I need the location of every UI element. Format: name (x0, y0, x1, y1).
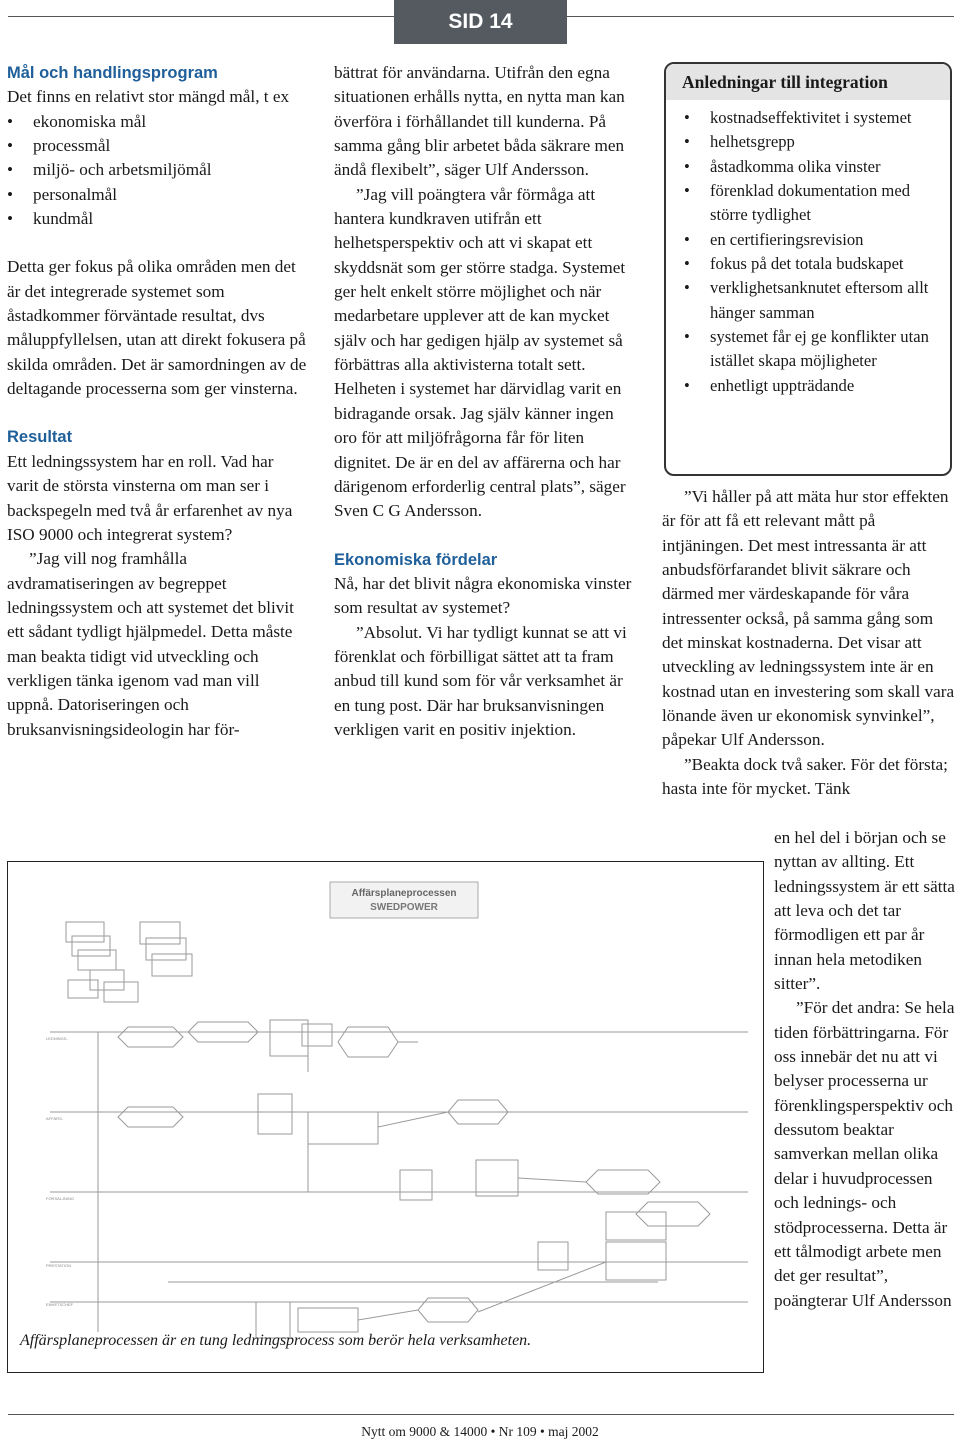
column-3 (662, 485, 955, 801)
paragraph: bättrat för användarna. Utifrån den egna situationen erhålls nytta, en nytta man kan överföra i förhållandet till kunderna. På samma gång blir arbetet båda säkrare men ändå flexibelt”, säger Ulf Andersson. (334, 63, 625, 180)
list-item: • systemet får ej ge konflikter utan istället skapa möjligheter (684, 325, 934, 374)
list-item: • enhetligt uppträdande (684, 374, 934, 398)
list-item: • processmål (7, 134, 309, 158)
process-flowchart-figure (7, 861, 764, 1373)
integration-list (684, 106, 934, 398)
answer-text: ”Jag vill nog framhålla avdramatiseringen av begreppet ledningssystem och att systemet det blivit ett sådant tydligt hjälpmedel. Detta måste man beakta tidigt vid utveckling och verkligen tänka igenom vad man vill uppnå. Datoriseringen och bruksanvisningsideologin har för- (7, 549, 294, 739)
list-item: • kostnadseffektivitet i systemet (684, 106, 934, 130)
heading-resultat: Resultat (7, 428, 73, 447)
page-number-tab: SID 14 (394, 0, 567, 44)
figure-subtitle: SWEDPOWER (370, 902, 438, 913)
paragraph: ”Beakta dock två saker. För det första; hasta inte för mycket. Tänk (662, 754, 948, 799)
list-item: • personalmål (7, 183, 309, 207)
goals-list (7, 110, 309, 232)
answer-text: ”Absolut. Vi har tydligt kunnat se att vi förenklat och förbilligat sättet att ta fram anbud till kund som för vår verksamhet är en tung post. Där har bruksanvisningen verkligen varit en positiv injektion. (334, 622, 627, 739)
column-2 (334, 61, 634, 742)
heading-mal: Mål och handlingsprogram (7, 64, 218, 82)
figure-caption: Affärsplaneprocessen är en tung ledningsprocess som berör hela verksamheten. (20, 1332, 532, 1349)
list-item: • helhetsgrepp (684, 130, 934, 154)
box-title: Anledningar till integration (666, 64, 950, 100)
svg-text:LEDNINGS-: LEDNINGS- (46, 1036, 68, 1041)
paragraph: Detta ger fokus på olika områden men det är det integrerade systemet som åstadkommer förväntade resultat, dvs måluppfyllelsen, utan att direkt fokusera på skilda områden. Det är samordningen av de deltagande processerna som ger vinsterna. (7, 257, 307, 399)
list-item: • fokus på det totala budskapet (684, 252, 934, 276)
column-3-narrow (774, 826, 956, 1313)
paragraph: en hel del i början och se nyttan av allting. Ett ledningssystem är ett sätta att leva och det tar förmodligen ett par år innan hela metodiken sitter”. (774, 828, 955, 994)
list-item: • miljö- och arbetsmiljömål (7, 158, 309, 182)
list-item: • en certifieringsrevision (684, 228, 934, 252)
list-item: • verklighetsanknutet eftersom allt hänger samman (684, 276, 934, 325)
column-1 (7, 61, 309, 742)
paragraph: ”För det andra: Se hela tiden förbättringarna. För oss innebär det nu att vi belyser processerna ur förenklingsperspektiv och dessutom beaktar samverkan mellan olika delar i huvudprocessen och lednings- och stödprocesserna. Detta är ett tålmodigt arbete men det ger resultat”, poängterar Ulf Andersson (774, 998, 955, 1310)
paragraph: ”Jag vill poängtera vår förmåga att hantera kundkraven utifrån ett helhetsperspektiv och att vi skapat ett skyddsnät som ger större stadga. Systemet ger helt enkelt större möjlighet och när medarbetare upplever att de kan mycket själv och har gedigen hjälp av systemet så förbättras alla aktivisterna totalt sett. Helheten i systemet har därvidlag varit en bidragande orsak. Jag själv känner ingen oro för att miljöfrågorna får för liten dignitet. De är en del av affärerna och har därigenom erforderlig central plats”, säger Sven C G Andersson. (334, 184, 626, 521)
figure-title: Affärsplaneprocessen (351, 888, 457, 899)
bottom-rule (8, 1414, 954, 1415)
flowchart-diagram (8, 862, 765, 1374)
svg-text:ENHETSCHEF: ENHETSCHEF (46, 1302, 74, 1307)
intro-text: Det finns en relativt stor mängd mål, t ex (7, 87, 290, 107)
page-footer: Nytt om 9000 & 14000 • Nr 109 • maj 2002 (361, 1424, 599, 1439)
list-item: • kundmål (7, 207, 309, 231)
heading-ekonomiska: Ekonomiska fördelar (334, 550, 498, 569)
question-text: Nå, har det blivit några ekonomiska vinster som resultat av systemet? (334, 573, 632, 618)
integration-box (664, 62, 952, 476)
svg-text:AFFÄRS-: AFFÄRS- (46, 1116, 64, 1121)
list-item: • förenklad dokumentation med större tydlighet (684, 179, 934, 228)
list-item: • ekonomiska mål (7, 110, 309, 134)
svg-text:FÖRSÄLJNING: FÖRSÄLJNING (46, 1196, 75, 1201)
svg-text:PRESTATION: PRESTATION (46, 1263, 71, 1268)
paragraph: ”Vi håller på att mäta hur stor effekten är för att få ett relevant mått på intjäningen. Det mest intressanta är att anbudsförfarandet blivit säkrare och därmed mer värdeskapande för våra intressenter också, på samma gång som det minskat kostnaderna. Det visar att utveckling av ledningssystem inte är en kostnad utan en investering som skall vara lönande även ur ekonomisk synvinkel”, påpekar Ulf Andersson. (662, 487, 955, 750)
question-text: Ett ledningssystem har en roll. Vad har varit de största vinsterna om man ser i backspegeln med två år erfarenhet av nya ISO 9000 och integrerat system? (7, 451, 293, 544)
list-item: • åstadkomma olika vinster (684, 155, 934, 179)
